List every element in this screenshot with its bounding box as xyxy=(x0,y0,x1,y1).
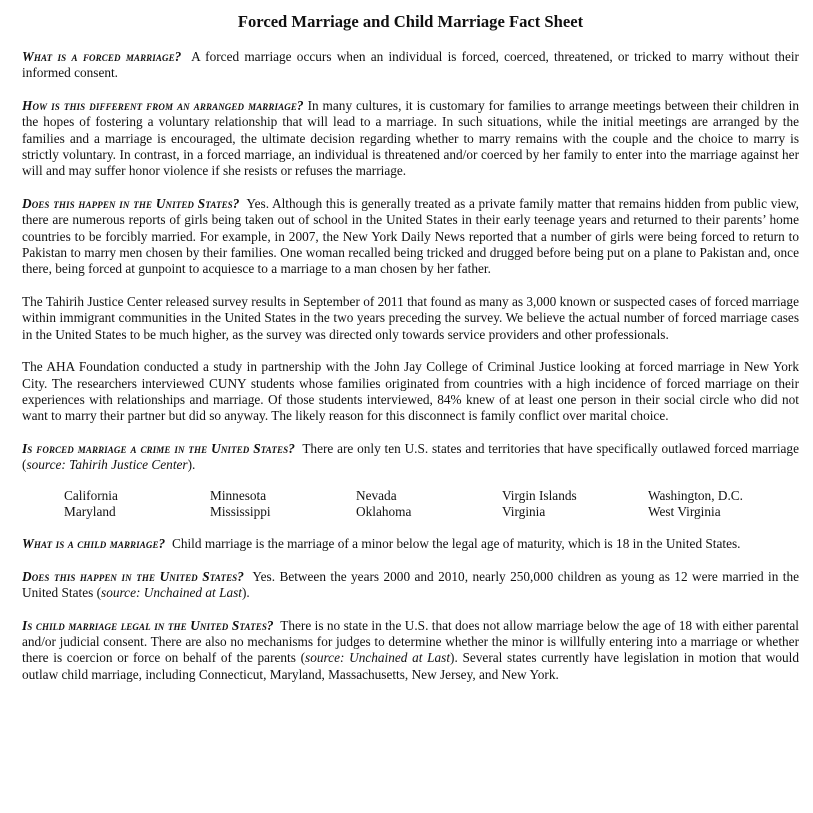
state-item: Maryland xyxy=(64,503,116,519)
state-item: Oklahoma xyxy=(356,503,412,519)
source-citation: source: Tahirih Justice Center xyxy=(26,457,188,473)
section-answer: A forced marriage occurs when an individual is forced, coerced, threatened, or tricked to marry without their informed consent. xyxy=(22,49,799,81)
paragraph-tahirih-survey: The Tahirih Justice Center released survey results in September of 2011 that found as many as 3,000 known or suspected cases of forced marriage within immigrant communities in the United States in the two years preceding the survey. We believe the actual number of forced marriage cases in the United States to be much higher, as the survey was directed only towards service providers and other professionals. xyxy=(22,293,799,342)
section-question: Is forced marriage a crime in the United States? xyxy=(22,440,295,456)
state-item: Nevada xyxy=(356,487,397,503)
section-happen-in-us xyxy=(22,196,799,278)
state-item: Minnesota xyxy=(210,487,267,503)
state-item: Washington, D.C. xyxy=(648,487,743,503)
section-question: Is child marriage legal in the United States? xyxy=(22,617,274,633)
states-list xyxy=(22,488,799,521)
source-close: ). xyxy=(242,585,250,601)
section-answer: There is no state in the U.S. that does not allow marriage below the age of 18 with either parental and/or judicial consent. There are also no mechanisms for judges to determine whether the minor is willfully entering into a marriage or whether there is coercion or force on behalf of the parents ( xyxy=(22,617,799,666)
section-forced-marriage-crime xyxy=(22,441,799,474)
section-answer-continued: ). Several states currently have legislation in motion that would outlaw child marriage, including Connecticut, Maryland, Massachusetts, New Jersey, and New York. xyxy=(22,650,799,682)
section-child-marriage xyxy=(22,536,799,552)
section-arranged-marriage xyxy=(22,98,799,180)
section-question: How is this different from an arranged marriage? xyxy=(22,97,304,113)
state-item: West Virginia xyxy=(648,503,721,519)
source-citation: source: Unchained at Last xyxy=(101,585,242,601)
source-close: ). xyxy=(187,457,196,473)
section-answer: Yes. Although this is generally treated as a private family matter that remains hidden from public view, there are numerous reports of girls being taken out of school in the United States in their early teenage years and returned to their parents’ home countries to be forcibly married. For example, in 2007, the New York Daily News reported that a number of girls were being forced to return to Pakistan to marry men chosen by their families. One woman recalled being tricked and drugged before being put on a plane to Pakistan and, once there, being forced at gunpoint to acquiesce to a marriage to a man chosen by her father. xyxy=(22,195,799,277)
section-child-marriage-legal xyxy=(22,618,799,684)
section-child-marriage-us xyxy=(22,569,799,602)
paragraph-aha-study: The AHA Foundation conducted a study in partnership with the John Jay College of Criminal Justice looking at forced marriage in New York City. The researchers interviewed CUNY students whose families originated from countries with a high incidence of forced marriage on their experiences with relationships and marriage. Of those students interviewed, 84% knew of at least one person in their social circle who did not want to marry their partner but did so anyway. The likely reason for this disconnect is family conflict over marital choice. xyxy=(22,359,799,424)
section-question: Does this happen in the United States? xyxy=(22,568,245,584)
section-answer: There are only ten U.S. states and territories that have specifically outlawed forced marriage ( xyxy=(22,440,799,473)
state-item: Virginia xyxy=(502,503,546,519)
source-citation: source: Unchained at Last xyxy=(305,650,451,666)
state-item: Mississippi xyxy=(210,503,271,519)
state-item: California xyxy=(64,487,118,503)
section-question: What is a forced marriage? xyxy=(22,49,182,64)
section-question: Does this happen in the United States? xyxy=(22,195,240,211)
section-answer: Yes. Between the years 2000 and 2010, nearly 250,000 children as young as 12 were married in the United States ( xyxy=(22,568,799,601)
section-question: What is a child marriage? xyxy=(22,536,166,552)
section-what-is-forced-marriage xyxy=(22,49,799,82)
section-answer: In many cultures, it is customary for families to arrange meetings between their children in the hopes of fostering a voluntary relationship that will lead to a marriage. In such situations, while the initial meetings are arranged by the families and a marriage is encouraged, the ultimate decision regarding whether to marry remains with the couple and the choice to marry is strictly voluntary. In contrast, in a forced marriage, an individual is threatened and/or coerced by her family to enter into the marriage against her will and may suffer honor violence if she resists or refuses the marriage. xyxy=(22,97,799,179)
page-title: Forced Marriage and Child Marriage Fact Sheet xyxy=(237,12,584,31)
state-item: Virgin Islands xyxy=(502,487,577,503)
section-answer: Child marriage is the marriage of a minor below the legal age of maturity, which is 18 in the United States. xyxy=(171,536,741,552)
